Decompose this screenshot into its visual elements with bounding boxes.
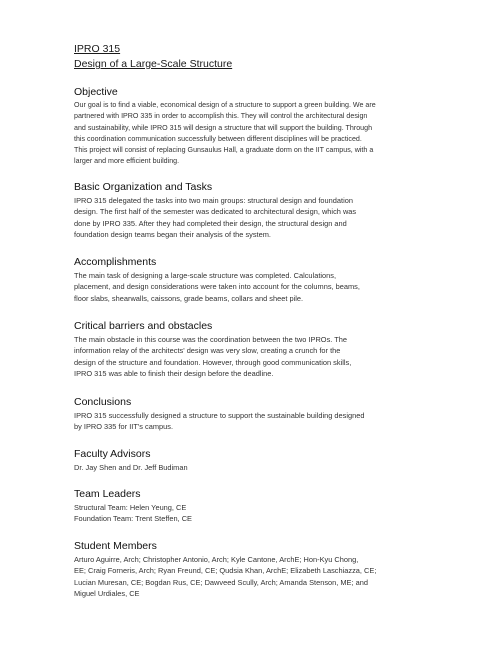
text-line: by IPRO 335 for IIT's campus.	[74, 422, 174, 432]
text-line: Arturo Aguirre, Arch; Christopher Antonio, Arch; Kyle Cantone, ArchE; Hon-Kyu Chong,	[74, 555, 359, 564]
text-line: floor slabs, shearwalls, caissons, grade beams, collars and sheet pile.	[74, 293, 304, 303]
section-members	[74, 540, 436, 599]
text-line: design. The first half of the semester was dedicated to architectural design, which was	[74, 207, 357, 217]
section-heading: Faculty Advisors	[74, 448, 151, 460]
section-heading: Critical barriers and obstacles	[74, 320, 213, 332]
section-body	[74, 410, 436, 433]
section-heading: Conclusions	[74, 396, 132, 408]
text-line: Dr. Jay Shen and Dr. Jeff Budiman	[74, 463, 188, 472]
text-line: IPRO 315 was able to finish their design before the deadline.	[74, 368, 274, 378]
text-line: IPRO 315 delegated the tasks into two main groups: structural design and foundation	[74, 196, 353, 205]
text-line: Lucian Muresan, CE; Bogdan Rus, CE; Dawveed Scully, Arch; Amanda Stenson, ME; and	[74, 577, 368, 587]
text-line: and sustainability, while IPRO 315 will design a structure that will support the building. Through	[74, 123, 373, 132]
text-line: The main task of designing a large-scale structure was completed. Calculations,	[74, 271, 337, 280]
document-title	[74, 42, 232, 72]
section-heading: Objective	[74, 86, 118, 98]
text-line: partnered with IPRO 335 in order to accomplish this. They will control the architectural design	[74, 112, 368, 121]
project-title: Design of a Large-Scale Structure	[74, 58, 233, 70]
section-organization	[74, 181, 436, 240]
section-leaders	[74, 488, 436, 525]
section-advisors	[74, 448, 436, 473]
section-conclusions	[74, 396, 436, 433]
section-body	[74, 554, 436, 599]
text-line: The main obstacle in this course was the coordination between the two IPROs. The	[74, 335, 348, 344]
section-body	[74, 462, 436, 473]
text-line: information relay of the architects' design was very slow, creating a crunch for the	[74, 346, 341, 356]
section-body	[74, 100, 436, 168]
section-barriers	[74, 320, 436, 379]
text-line: Miguel Urdiales, CE	[74, 588, 140, 598]
text-line: placement, and design considerations were taken into account for the columns, beams,	[74, 282, 360, 292]
section-objective	[74, 86, 436, 168]
section-body	[74, 334, 436, 379]
section-accomplishments	[74, 256, 436, 304]
course-number: IPRO 315	[74, 43, 121, 55]
section-body	[74, 502, 436, 525]
section-heading: Basic Organization and Tasks	[74, 181, 213, 193]
section-heading: Team Leaders	[74, 488, 141, 500]
text-line: IPRO 315 successfully designed a structure to support the sustainable building designed	[74, 411, 365, 420]
text-line: foundation design teams began their analysis of the system.	[74, 229, 271, 239]
text-line: done by IPRO 335. After they had completed their design, the structural design and	[74, 218, 347, 228]
section-heading: Accomplishments	[74, 256, 157, 268]
section-body	[74, 270, 436, 304]
text-line: this coordination communication successfully between different disciplines will be practiced.	[74, 134, 362, 143]
text-line: EE; Craig Forneris, Arch; Ryan Freund, CE; Qudsia Khan, ArchE; Elizabeth Laschiazza, CE;	[74, 566, 377, 576]
text-line: design of the structure and foundation. However, through good communication skills,	[74, 357, 352, 367]
section-body	[74, 195, 436, 240]
text-line: This project will consist of replacing Gunsaulus Hall, a graduate dorm on the IIT campus, with a	[74, 146, 374, 155]
text-line: Structural Team: Helen Yeung, CE	[74, 503, 187, 512]
text-line: Our goal is to find a viable, economical design of a structure to support a green building. We are	[74, 101, 376, 109]
text-line: Foundation Team: Trent Steffen, CE	[74, 514, 192, 524]
section-heading: Student Members	[74, 540, 157, 552]
text-line: larger and more efficient building.	[74, 157, 180, 166]
